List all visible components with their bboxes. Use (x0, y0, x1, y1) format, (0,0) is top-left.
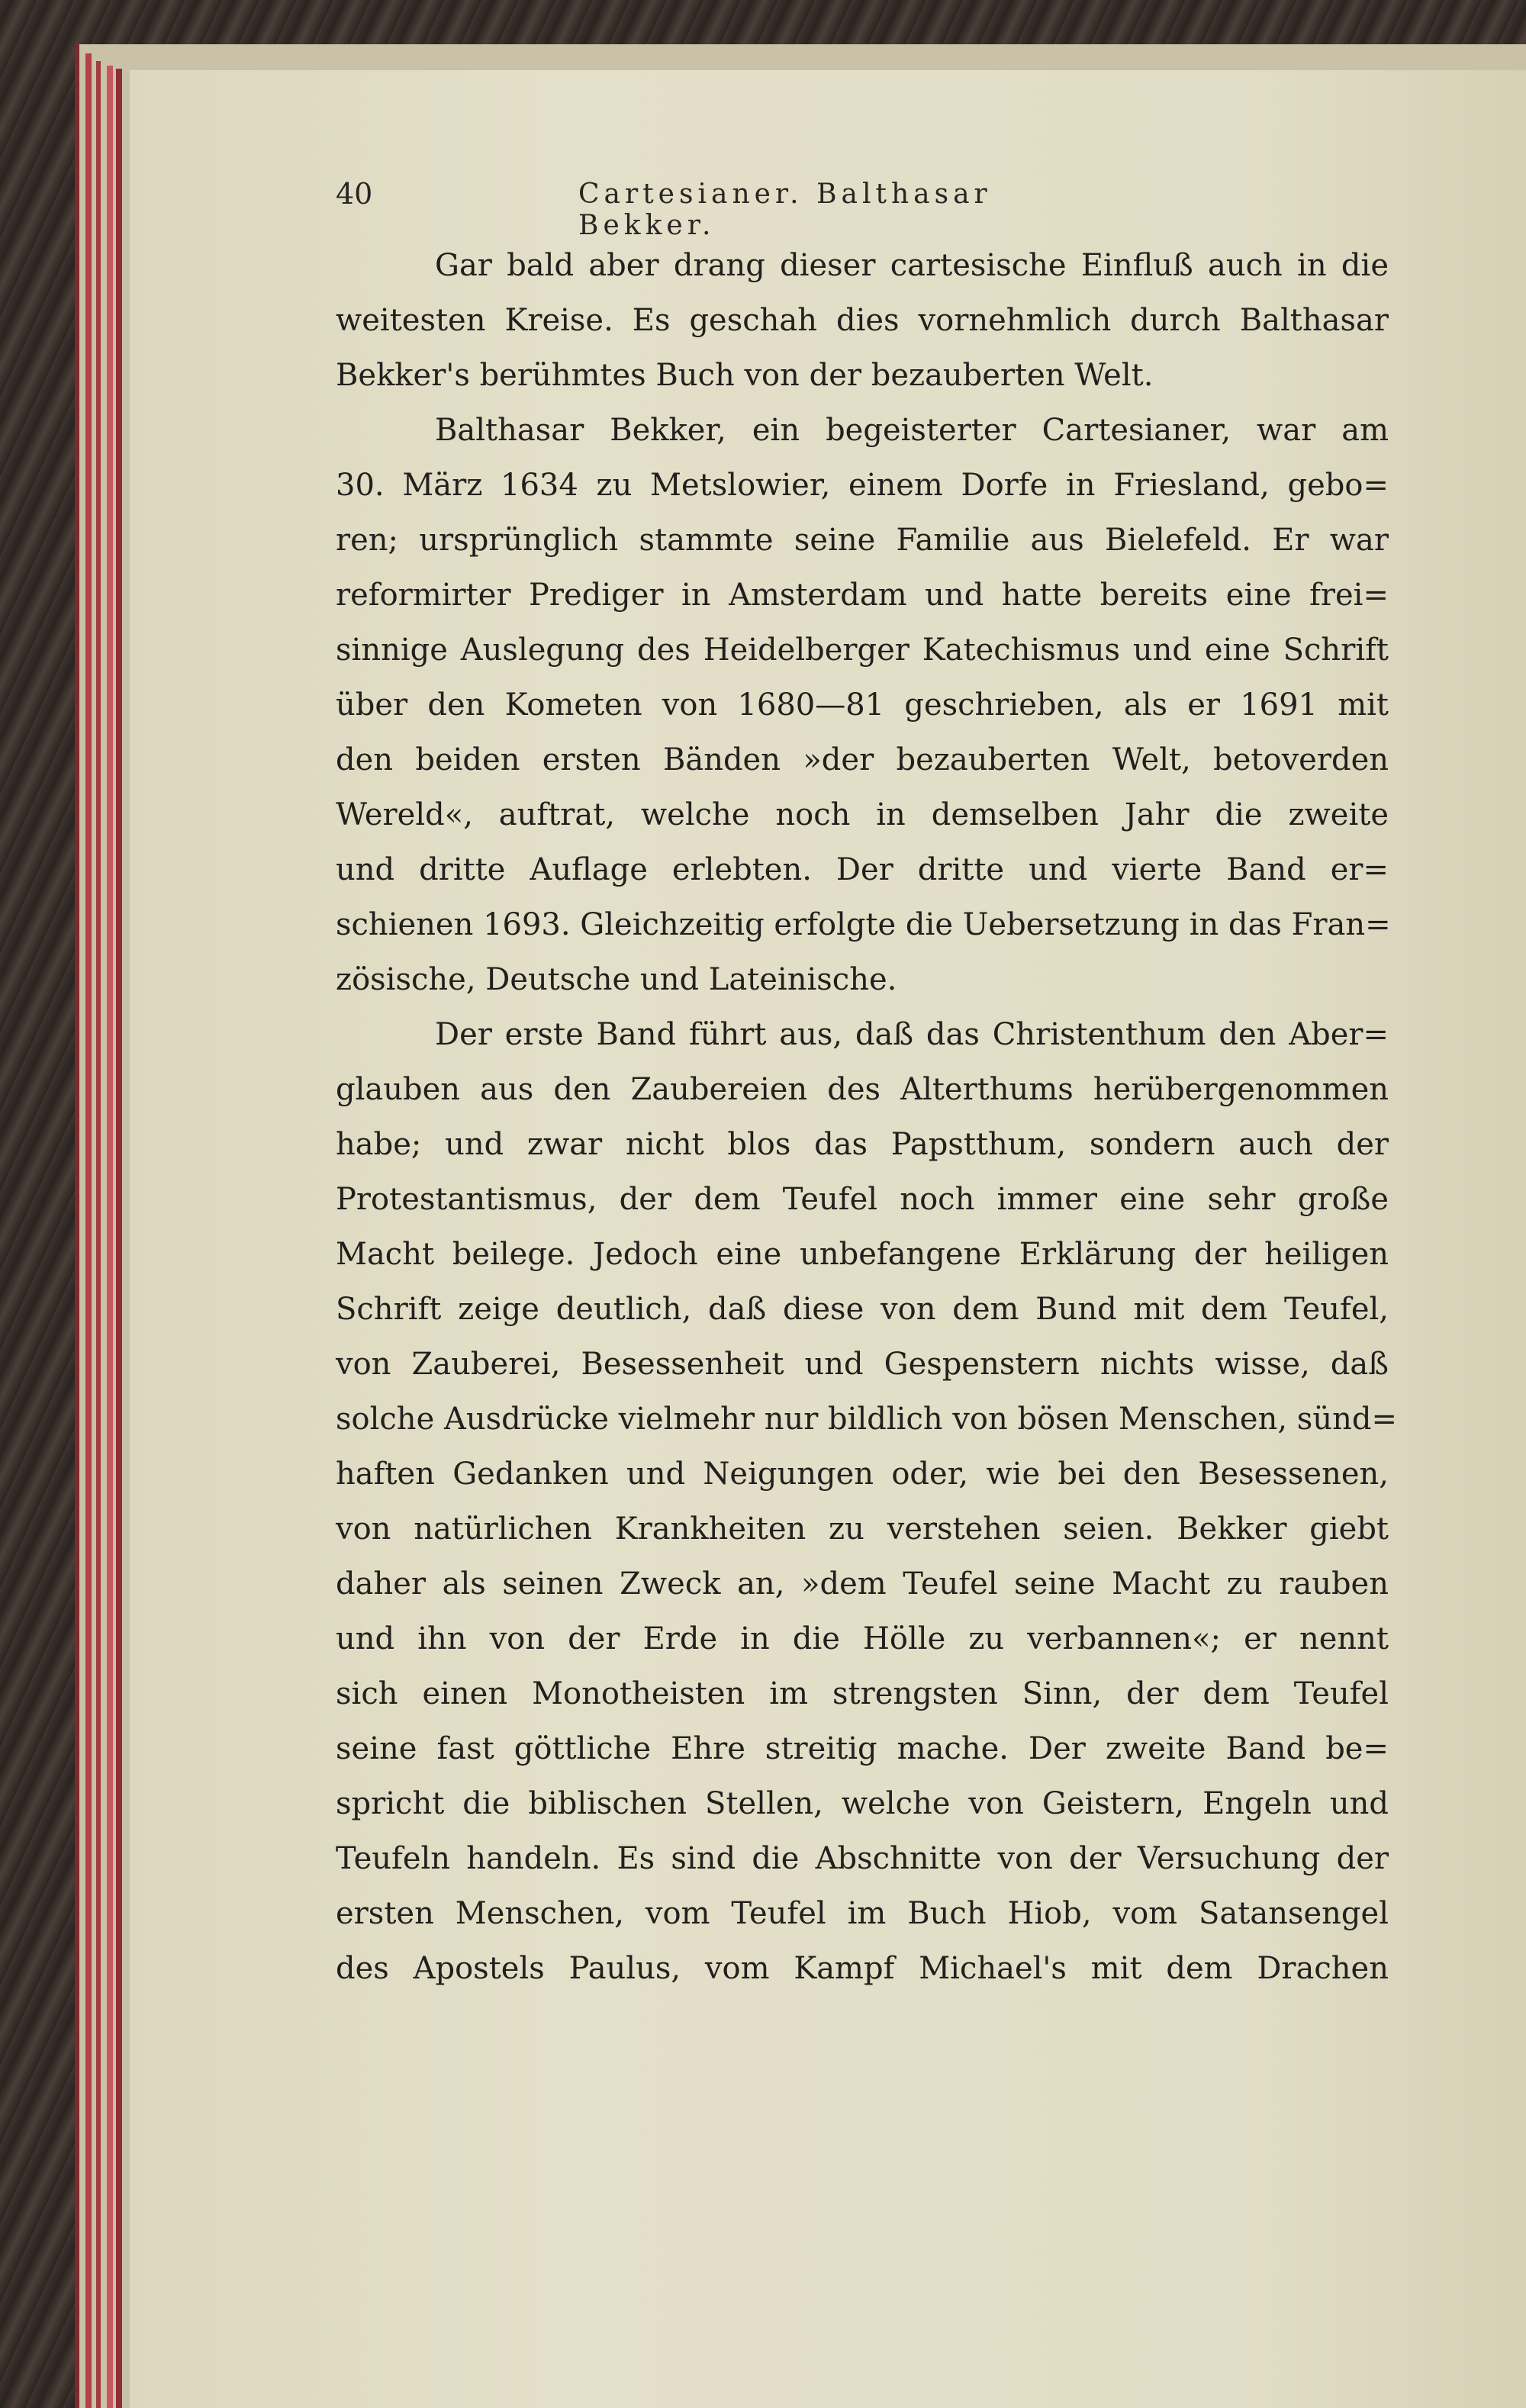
text-line: des Apostels Paulus, vom Kampf Michael's mit dem Drachen (336, 1951, 1389, 1986)
text-line: weitesten Kreise. Es geschah dies vornehmlich durch Balthasar (336, 303, 1389, 338)
text-line: solche Ausdrücke vielmehr nur bildlich von bösen Menschen, sünd= (336, 1402, 1397, 1437)
red-page-edge (107, 66, 113, 2408)
text-line: Schrift zeige deutlich, daß diese von dem Bund mit dem Teufel, (336, 1292, 1389, 1327)
text-line: glauben aus den Zaubereien des Alterthums herübergenommen (336, 1072, 1389, 1107)
text-line: Balthasar Bekker, ein begeisterter Cartesianer, war am (435, 413, 1389, 448)
page-number: 40 (336, 177, 373, 211)
text-line: über den Kometen von 1680—81 geschrieben, als er 1691 mit (336, 687, 1389, 723)
text-line: Wereld«, auftrat, welche noch in demselben Jahr die zweite (336, 797, 1389, 832)
text-line: Bekker's berühmtes Buch von der bezauberten Welt. (336, 358, 1154, 393)
red-page-edge (96, 61, 101, 2408)
text-line: sinnige Auslegung des Heidelberger Katechismus und eine Schrift (336, 633, 1389, 668)
text-line: von Zauberei, Besessenheit und Gespenstern nichts wisse, daß (336, 1347, 1389, 1382)
text-line: haften Gedanken und Neigungen oder, wie bei den Besessenen, (336, 1457, 1389, 1492)
text-line: Macht beilege. Jedoch eine unbefangene Erklärung der heiligen (336, 1237, 1389, 1272)
text-line: sich einen Monotheisten im strengsten Sinn, der dem Teufel (336, 1676, 1389, 1711)
body-text (336, 238, 1397, 1996)
text-line: daher als seinen Zweck an, »dem Teufel seine Macht zu rauben (336, 1566, 1389, 1602)
text-line: Gar bald aber drang dieser cartesische Einfluß auch in die (435, 248, 1389, 283)
red-page-edge (116, 69, 122, 2408)
text-line: Der erste Band führt aus, daß das Christenthum den Aber= (435, 1017, 1389, 1052)
page-header (336, 177, 1129, 241)
text-line: ersten Menschen, vom Teufel im Buch Hiob, vom Satansengel (336, 1896, 1389, 1931)
text-line: 30. März 1634 zu Metslowier, einem Dorfe in Friesland, gebo= (336, 468, 1389, 503)
text-line: spricht die biblischen Stellen, welche von Geistern, Engeln und (336, 1786, 1389, 1821)
text-line: und dritte Auflage erlebten. Der dritte und vierte Band er= (336, 852, 1389, 887)
text-line: Protestantismus, der dem Teufel noch immer eine sehr große (336, 1182, 1389, 1217)
text-line: und ihn von der Erde in die Hölle zu verbannen«; er nennt (336, 1621, 1389, 1656)
text-line: habe; und zwar nicht blos das Papstthum, sondern auch der (336, 1127, 1389, 1162)
text-line: zösische, Deutsche und Lateinische. (336, 962, 897, 997)
text-line: den beiden ersten Bänden »der bezauberten Welt, betoverden (336, 742, 1389, 777)
text-line: ren; ursprünglich stammte seine Familie aus Bielefeld. Er war (336, 523, 1389, 558)
red-page-edge (85, 53, 92, 2408)
text-line: reformirter Prediger in Amsterdam und hatte bereits eine frei= (336, 578, 1389, 613)
text-line: seine fast göttliche Ehre streitig mache. Der zweite Band be= (336, 1731, 1389, 1766)
text-line: schienen 1693. Gleichzeitig erfolgte die Uebersetzung in das Fran= (336, 907, 1391, 942)
text-line: Teufeln handeln. Es sind die Abschnitte von der Versuchung der (336, 1841, 1389, 1876)
text-line: von natürlichen Krankheiten zu verstehen seien. Bekker giebt (336, 1511, 1389, 1547)
running-head: Cartesianer. Balthasar Bekker. (578, 179, 992, 241)
